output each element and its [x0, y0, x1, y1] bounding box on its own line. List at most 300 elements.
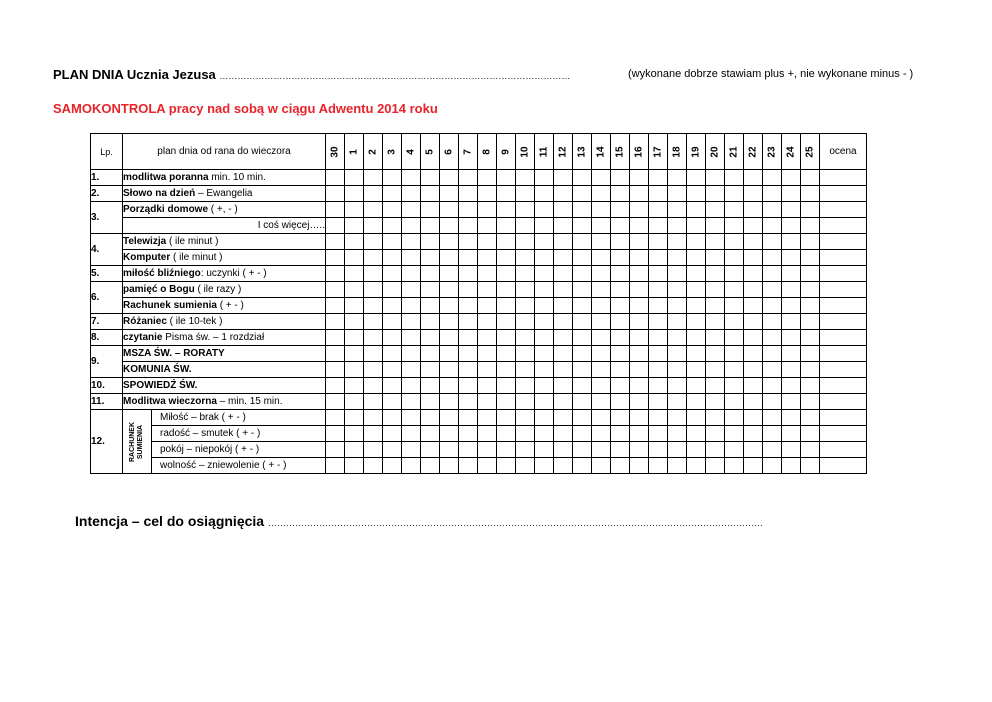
check-cell[interactable] — [459, 346, 478, 362]
check-cell[interactable] — [725, 362, 744, 378]
check-cell[interactable] — [364, 170, 383, 186]
check-cell[interactable] — [478, 458, 497, 474]
check-cell[interactable] — [364, 346, 383, 362]
check-cell[interactable] — [440, 266, 459, 282]
check-cell[interactable] — [744, 330, 763, 346]
check-cell[interactable] — [402, 410, 421, 426]
check-cell[interactable] — [402, 362, 421, 378]
check-cell[interactable] — [725, 298, 744, 314]
check-cell[interactable] — [326, 362, 345, 378]
check-cell[interactable] — [535, 218, 554, 234]
check-cell[interactable] — [782, 394, 801, 410]
check-cell[interactable] — [440, 362, 459, 378]
check-cell[interactable] — [345, 330, 364, 346]
check-cell[interactable] — [668, 330, 687, 346]
check-cell[interactable] — [459, 442, 478, 458]
check-cell[interactable] — [326, 314, 345, 330]
check-cell[interactable] — [440, 426, 459, 442]
check-cell[interactable] — [630, 186, 649, 202]
check-cell[interactable] — [649, 426, 668, 442]
check-cell[interactable] — [763, 442, 782, 458]
check-cell[interactable] — [421, 298, 440, 314]
check-cell[interactable] — [554, 330, 573, 346]
check-cell[interactable] — [440, 442, 459, 458]
check-cell[interactable] — [782, 170, 801, 186]
check-cell[interactable] — [516, 314, 535, 330]
check-cell[interactable] — [516, 218, 535, 234]
check-cell[interactable] — [706, 282, 725, 298]
check-cell[interactable] — [383, 458, 402, 474]
check-cell[interactable] — [516, 442, 535, 458]
check-cell[interactable] — [554, 234, 573, 250]
check-cell[interactable] — [649, 266, 668, 282]
ocena-cell[interactable] — [820, 394, 867, 410]
ocena-cell[interactable] — [820, 410, 867, 426]
check-cell[interactable] — [326, 426, 345, 442]
check-cell[interactable] — [459, 314, 478, 330]
check-cell[interactable] — [421, 202, 440, 218]
check-cell[interactable] — [782, 362, 801, 378]
check-cell[interactable] — [782, 202, 801, 218]
ocena-cell[interactable] — [820, 442, 867, 458]
check-cell[interactable] — [687, 362, 706, 378]
check-cell[interactable] — [402, 378, 421, 394]
check-cell[interactable] — [478, 314, 497, 330]
check-cell[interactable] — [421, 394, 440, 410]
check-cell[interactable] — [763, 426, 782, 442]
check-cell[interactable] — [649, 330, 668, 346]
check-cell[interactable] — [706, 202, 725, 218]
check-cell[interactable] — [706, 170, 725, 186]
check-cell[interactable] — [592, 394, 611, 410]
check-cell[interactable] — [763, 266, 782, 282]
check-cell[interactable] — [535, 298, 554, 314]
check-cell[interactable] — [345, 426, 364, 442]
check-cell[interactable] — [801, 346, 820, 362]
check-cell[interactable] — [478, 186, 497, 202]
check-cell[interactable] — [592, 458, 611, 474]
check-cell[interactable] — [383, 330, 402, 346]
check-cell[interactable] — [535, 362, 554, 378]
check-cell[interactable] — [326, 330, 345, 346]
check-cell[interactable] — [516, 394, 535, 410]
check-cell[interactable] — [649, 346, 668, 362]
check-cell[interactable] — [668, 282, 687, 298]
check-cell[interactable] — [421, 330, 440, 346]
check-cell[interactable] — [554, 282, 573, 298]
check-cell[interactable] — [744, 186, 763, 202]
check-cell[interactable] — [763, 330, 782, 346]
check-cell[interactable] — [516, 170, 535, 186]
check-cell[interactable] — [459, 250, 478, 266]
check-cell[interactable] — [402, 346, 421, 362]
check-cell[interactable] — [801, 426, 820, 442]
check-cell[interactable] — [497, 426, 516, 442]
check-cell[interactable] — [345, 298, 364, 314]
check-cell[interactable] — [687, 330, 706, 346]
check-cell[interactable] — [706, 378, 725, 394]
check-cell[interactable] — [364, 186, 383, 202]
check-cell[interactable] — [402, 282, 421, 298]
check-cell[interactable] — [554, 266, 573, 282]
check-cell[interactable] — [516, 330, 535, 346]
check-cell[interactable] — [668, 266, 687, 282]
check-cell[interactable] — [630, 362, 649, 378]
check-cell[interactable] — [345, 458, 364, 474]
check-cell[interactable] — [782, 330, 801, 346]
check-cell[interactable] — [440, 298, 459, 314]
check-cell[interactable] — [630, 458, 649, 474]
check-cell[interactable] — [592, 426, 611, 442]
check-cell[interactable] — [725, 458, 744, 474]
check-cell[interactable] — [516, 378, 535, 394]
check-cell[interactable] — [592, 170, 611, 186]
check-cell[interactable] — [573, 346, 592, 362]
check-cell[interactable] — [440, 314, 459, 330]
ocena-cell[interactable] — [820, 426, 867, 442]
check-cell[interactable] — [573, 314, 592, 330]
check-cell[interactable] — [649, 394, 668, 410]
check-cell[interactable] — [440, 282, 459, 298]
check-cell[interactable] — [706, 186, 725, 202]
check-cell[interactable] — [516, 410, 535, 426]
check-cell[interactable] — [459, 426, 478, 442]
check-cell[interactable] — [497, 202, 516, 218]
check-cell[interactable] — [497, 218, 516, 234]
check-cell[interactable] — [725, 346, 744, 362]
ocena-cell[interactable] — [820, 266, 867, 282]
check-cell[interactable] — [516, 250, 535, 266]
check-cell[interactable] — [459, 458, 478, 474]
check-cell[interactable] — [554, 186, 573, 202]
ocena-cell[interactable] — [820, 250, 867, 266]
ocena-cell[interactable] — [820, 346, 867, 362]
check-cell[interactable] — [782, 410, 801, 426]
check-cell[interactable] — [725, 314, 744, 330]
check-cell[interactable] — [611, 346, 630, 362]
check-cell[interactable] — [706, 362, 725, 378]
check-cell[interactable] — [383, 362, 402, 378]
check-cell[interactable] — [326, 202, 345, 218]
check-cell[interactable] — [402, 186, 421, 202]
check-cell[interactable] — [744, 234, 763, 250]
check-cell[interactable] — [782, 250, 801, 266]
check-cell[interactable] — [383, 426, 402, 442]
check-cell[interactable] — [345, 170, 364, 186]
check-cell[interactable] — [364, 234, 383, 250]
check-cell[interactable] — [478, 394, 497, 410]
check-cell[interactable] — [630, 314, 649, 330]
check-cell[interactable] — [668, 234, 687, 250]
check-cell[interactable] — [554, 442, 573, 458]
check-cell[interactable] — [592, 186, 611, 202]
check-cell[interactable] — [668, 250, 687, 266]
check-cell[interactable] — [554, 362, 573, 378]
check-cell[interactable] — [649, 442, 668, 458]
check-cell[interactable] — [554, 202, 573, 218]
check-cell[interactable] — [706, 426, 725, 442]
check-cell[interactable] — [573, 170, 592, 186]
check-cell[interactable] — [630, 394, 649, 410]
check-cell[interactable] — [744, 458, 763, 474]
ocena-cell[interactable] — [820, 218, 867, 234]
check-cell[interactable] — [516, 266, 535, 282]
check-cell[interactable] — [668, 170, 687, 186]
check-cell[interactable] — [687, 250, 706, 266]
check-cell[interactable] — [687, 298, 706, 314]
check-cell[interactable] — [782, 458, 801, 474]
check-cell[interactable] — [744, 170, 763, 186]
check-cell[interactable] — [744, 218, 763, 234]
check-cell[interactable] — [345, 186, 364, 202]
check-cell[interactable] — [421, 410, 440, 426]
ocena-cell[interactable] — [820, 282, 867, 298]
check-cell[interactable] — [497, 330, 516, 346]
check-cell[interactable] — [611, 250, 630, 266]
check-cell[interactable] — [497, 282, 516, 298]
check-cell[interactable] — [725, 282, 744, 298]
check-cell[interactable] — [744, 266, 763, 282]
check-cell[interactable] — [687, 458, 706, 474]
check-cell[interactable] — [763, 410, 782, 426]
check-cell[interactable] — [402, 314, 421, 330]
ocena-cell[interactable] — [820, 186, 867, 202]
check-cell[interactable] — [782, 314, 801, 330]
ocena-cell[interactable] — [820, 378, 867, 394]
check-cell[interactable] — [326, 458, 345, 474]
check-cell[interactable] — [554, 250, 573, 266]
ocena-cell[interactable] — [820, 202, 867, 218]
check-cell[interactable] — [478, 202, 497, 218]
check-cell[interactable] — [573, 378, 592, 394]
check-cell[interactable] — [687, 426, 706, 442]
check-cell[interactable] — [535, 282, 554, 298]
check-cell[interactable] — [592, 250, 611, 266]
check-cell[interactable] — [478, 362, 497, 378]
check-cell[interactable] — [402, 426, 421, 442]
check-cell[interactable] — [383, 442, 402, 458]
ocena-cell[interactable] — [820, 458, 867, 474]
ocena-cell[interactable] — [820, 330, 867, 346]
check-cell[interactable] — [440, 410, 459, 426]
check-cell[interactable] — [573, 202, 592, 218]
check-cell[interactable] — [706, 250, 725, 266]
check-cell[interactable] — [402, 266, 421, 282]
check-cell[interactable] — [364, 426, 383, 442]
check-cell[interactable] — [744, 314, 763, 330]
ocena-cell[interactable] — [820, 170, 867, 186]
check-cell[interactable] — [668, 218, 687, 234]
check-cell[interactable] — [706, 218, 725, 234]
check-cell[interactable] — [535, 442, 554, 458]
check-cell[interactable] — [440, 346, 459, 362]
check-cell[interactable] — [459, 410, 478, 426]
check-cell[interactable] — [801, 170, 820, 186]
check-cell[interactable] — [345, 410, 364, 426]
check-cell[interactable] — [383, 202, 402, 218]
check-cell[interactable] — [592, 362, 611, 378]
check-cell[interactable] — [782, 186, 801, 202]
check-cell[interactable] — [345, 202, 364, 218]
check-cell[interactable] — [535, 426, 554, 442]
check-cell[interactable] — [554, 410, 573, 426]
check-cell[interactable] — [383, 170, 402, 186]
check-cell[interactable] — [421, 378, 440, 394]
check-cell[interactable] — [630, 202, 649, 218]
check-cell[interactable] — [649, 378, 668, 394]
check-cell[interactable] — [516, 282, 535, 298]
check-cell[interactable] — [497, 250, 516, 266]
check-cell[interactable] — [611, 426, 630, 442]
check-cell[interactable] — [478, 330, 497, 346]
check-cell[interactable] — [763, 346, 782, 362]
check-cell[interactable] — [744, 298, 763, 314]
check-cell[interactable] — [573, 330, 592, 346]
check-cell[interactable] — [782, 442, 801, 458]
check-cell[interactable] — [744, 442, 763, 458]
check-cell[interactable] — [725, 218, 744, 234]
check-cell[interactable] — [364, 394, 383, 410]
check-cell[interactable] — [687, 186, 706, 202]
check-cell[interactable] — [763, 218, 782, 234]
check-cell[interactable] — [459, 378, 478, 394]
check-cell[interactable] — [326, 378, 345, 394]
check-cell[interactable] — [326, 250, 345, 266]
check-cell[interactable] — [611, 202, 630, 218]
check-cell[interactable] — [497, 346, 516, 362]
check-cell[interactable] — [725, 410, 744, 426]
check-cell[interactable] — [459, 330, 478, 346]
check-cell[interactable] — [763, 362, 782, 378]
check-cell[interactable] — [763, 234, 782, 250]
check-cell[interactable] — [478, 426, 497, 442]
check-cell[interactable] — [345, 314, 364, 330]
check-cell[interactable] — [611, 218, 630, 234]
check-cell[interactable] — [326, 218, 345, 234]
check-cell[interactable] — [668, 442, 687, 458]
check-cell[interactable] — [535, 330, 554, 346]
check-cell[interactable] — [535, 314, 554, 330]
check-cell[interactable] — [383, 346, 402, 362]
check-cell[interactable] — [706, 266, 725, 282]
check-cell[interactable] — [592, 346, 611, 362]
check-cell[interactable] — [535, 202, 554, 218]
check-cell[interactable] — [383, 218, 402, 234]
check-cell[interactable] — [440, 234, 459, 250]
check-cell[interactable] — [801, 362, 820, 378]
check-cell[interactable] — [649, 314, 668, 330]
check-cell[interactable] — [326, 282, 345, 298]
check-cell[interactable] — [478, 378, 497, 394]
check-cell[interactable] — [668, 314, 687, 330]
check-cell[interactable] — [554, 170, 573, 186]
check-cell[interactable] — [801, 458, 820, 474]
check-cell[interactable] — [497, 410, 516, 426]
check-cell[interactable] — [364, 410, 383, 426]
check-cell[interactable] — [383, 234, 402, 250]
check-cell[interactable] — [630, 378, 649, 394]
check-cell[interactable] — [573, 218, 592, 234]
check-cell[interactable] — [459, 298, 478, 314]
check-cell[interactable] — [611, 378, 630, 394]
check-cell[interactable] — [421, 250, 440, 266]
check-cell[interactable] — [478, 234, 497, 250]
check-cell[interactable] — [459, 266, 478, 282]
check-cell[interactable] — [402, 298, 421, 314]
check-cell[interactable] — [763, 202, 782, 218]
check-cell[interactable] — [668, 298, 687, 314]
check-cell[interactable] — [725, 426, 744, 442]
check-cell[interactable] — [668, 458, 687, 474]
check-cell[interactable] — [364, 314, 383, 330]
check-cell[interactable] — [592, 298, 611, 314]
check-cell[interactable] — [611, 330, 630, 346]
check-cell[interactable] — [364, 282, 383, 298]
check-cell[interactable] — [611, 186, 630, 202]
check-cell[interactable] — [516, 298, 535, 314]
check-cell[interactable] — [744, 282, 763, 298]
check-cell[interactable] — [440, 250, 459, 266]
check-cell[interactable] — [421, 314, 440, 330]
check-cell[interactable] — [687, 170, 706, 186]
check-cell[interactable] — [630, 426, 649, 442]
check-cell[interactable] — [668, 426, 687, 442]
check-cell[interactable] — [421, 458, 440, 474]
check-cell[interactable] — [497, 266, 516, 282]
check-cell[interactable] — [402, 234, 421, 250]
check-cell[interactable] — [535, 394, 554, 410]
check-cell[interactable] — [326, 266, 345, 282]
check-cell[interactable] — [345, 394, 364, 410]
check-cell[interactable] — [763, 298, 782, 314]
check-cell[interactable] — [611, 282, 630, 298]
check-cell[interactable] — [592, 330, 611, 346]
check-cell[interactable] — [383, 410, 402, 426]
check-cell[interactable] — [782, 282, 801, 298]
ocena-cell[interactable] — [820, 314, 867, 330]
check-cell[interactable] — [573, 410, 592, 426]
check-cell[interactable] — [630, 170, 649, 186]
check-cell[interactable] — [459, 362, 478, 378]
check-cell[interactable] — [345, 378, 364, 394]
check-cell[interactable] — [630, 282, 649, 298]
check-cell[interactable] — [478, 250, 497, 266]
check-cell[interactable] — [668, 378, 687, 394]
check-cell[interactable] — [440, 202, 459, 218]
check-cell[interactable] — [421, 218, 440, 234]
check-cell[interactable] — [402, 330, 421, 346]
check-cell[interactable] — [611, 458, 630, 474]
check-cell[interactable] — [535, 170, 554, 186]
check-cell[interactable] — [592, 234, 611, 250]
check-cell[interactable] — [573, 394, 592, 410]
check-cell[interactable] — [611, 170, 630, 186]
check-cell[interactable] — [649, 186, 668, 202]
check-cell[interactable] — [801, 314, 820, 330]
check-cell[interactable] — [687, 378, 706, 394]
check-cell[interactable] — [630, 330, 649, 346]
check-cell[interactable] — [592, 266, 611, 282]
check-cell[interactable] — [782, 378, 801, 394]
check-cell[interactable] — [649, 282, 668, 298]
check-cell[interactable] — [554, 298, 573, 314]
check-cell[interactable] — [687, 266, 706, 282]
check-cell[interactable] — [782, 346, 801, 362]
check-cell[interactable] — [687, 282, 706, 298]
check-cell[interactable] — [592, 218, 611, 234]
check-cell[interactable] — [706, 298, 725, 314]
check-cell[interactable] — [364, 266, 383, 282]
